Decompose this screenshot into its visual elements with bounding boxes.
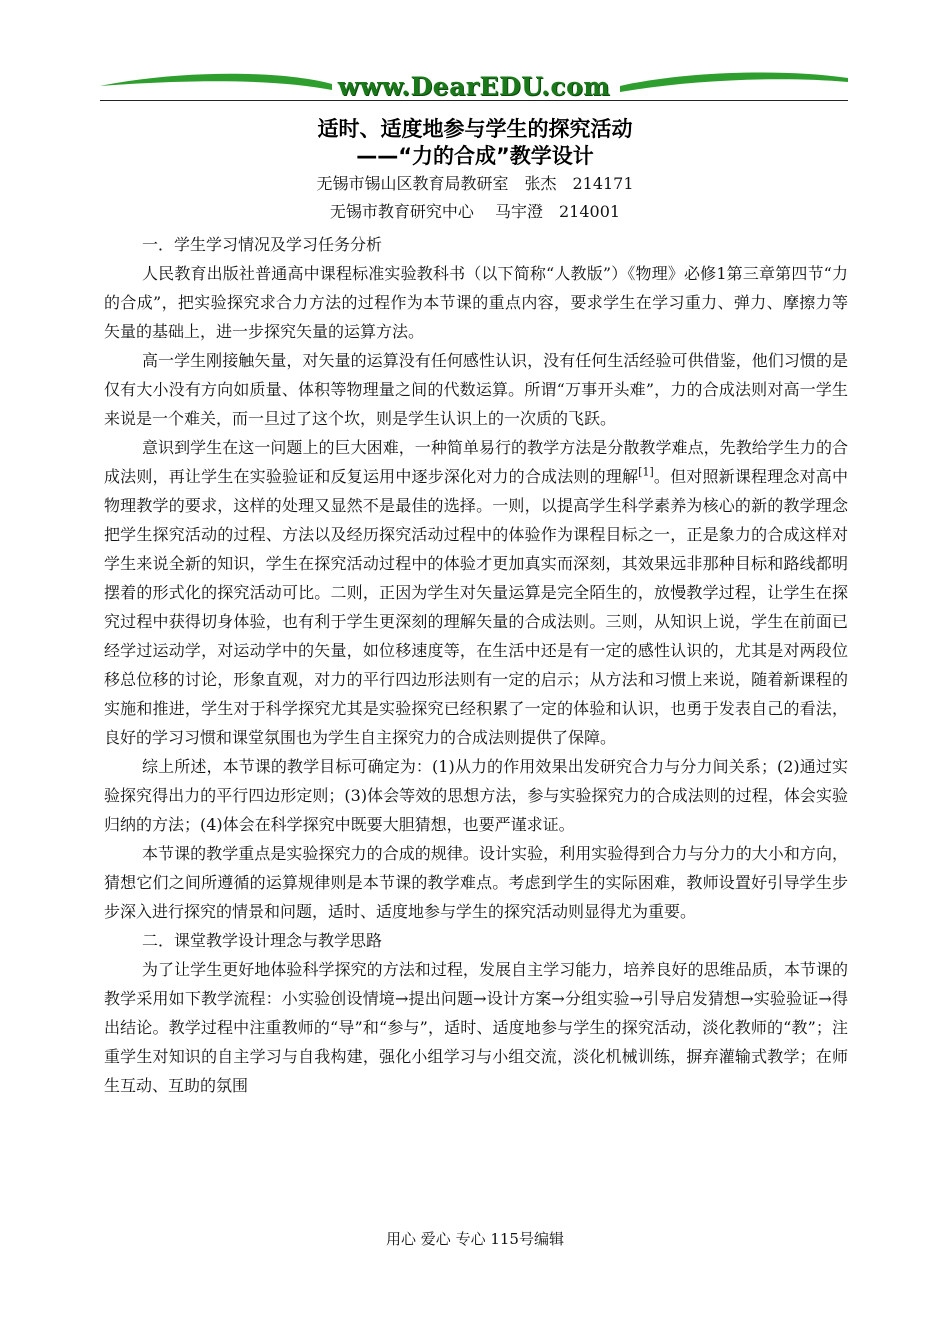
title-block [100,116,850,226]
paragraph-text: 。但对照新课程理念对高中物理教学的要求，这样的处理又显然不是最佳的选择。一则，以提高学生科学素养为核心的新的教学理念把学生探究活动的过程、方法以及经历探究活动过程中的体验作为课程目标之一，正是象力的合成这样对学生来说全新的知识，学生在探究活动过程中的体验才更加真实而深刻，其效果远非那种目标和路线都明摆着的形式化的探究活动可比。二则，正因为学生对矢量运算是完全陌生的，放慢教学过程，让学生在探究过程中获得切身体验，也有利于学生更深刻的理解矢量的合成法则。三则，从知识上说，学生在前面已经学过运动学，对运动学中的矢量，如位移速度等，在生活中还是有一定的感性认识的，尤其是对两段位移总位移的讨论，形象直观，对力的平行四边形法则有一定的启示；从方法和习惯上来说，随着新课程的实施和推进，学生对于科学探究尤其是实验探究已经积累了一定的体验和认识，也勇于发表自己的看法，良好的学习习惯和课堂氛围也为学生自主探究力的合成法则提供了保障。 [104,467,848,747]
paragraph: 综上所述，本节课的教学目标可确定为：(1)从力的作用效果出发研究合力与分力间关系；(2)通过实验探究得出力的平行四边形定则；(3)体会等效的思想方法，参与实验探究力的合成法则的过程，体会实验归纳的方法；(4)体会在科学探究中既要大胆猜想，也要严谨求证。 [104,757,848,834]
citation-reference[interactable]: [1] [638,465,654,479]
section-heading: 一．学生学习情况及学习任务分析 [142,235,383,254]
document-subtitle: ——“力的合成”教学设计 [356,144,594,168]
paragraph [104,433,848,752]
header-divider [100,100,848,101]
paragraph: 本节课的教学重点是实验探究力的合成的规律。设计实验，利用实验得到合力与分力的大小和方向，猜想它们之间所遵循的运算规律则是本节课的教学难点。考虑到学生的实际困难，教师设置好引导学生步步深入进行探究的情景和问题，适时、适度地参与学生的探究活动则显得尤为重要。 [104,844,848,921]
document-body [104,230,848,1100]
author-line: 无锡市教育研究中心 马宇澄 214001 [329,202,621,221]
document-title: 适时、适度地参与学生的探究活动 [317,117,633,141]
paragraph-text: 意识到学生在这一问题上的巨大困难，一种简单易行的教学方法是分散教学难点，先教给学生力的合成法则，再让学生在实验验证和反复运用中逐步深化对力的合成法则的理解 [104,438,848,486]
paragraph: 高一学生刚接触矢量，对矢量的运算没有任何感性认识，没有任何生活经验可供借鉴，他们习惯的是仅有大小没有方向如质量、体积等物理量之间的代数运算。所谓“万事开头难”，力的合成法则对高一学生来说是一个难关，而一旦过了这个坎，则是学生认识上的一次质的飞跃。 [104,351,848,428]
site-logo[interactable]: www.DearEDU.com [337,72,611,101]
paragraph: 为了让学生更好地体验科学探究的方法和过程，发展自主学习能力，培养良好的思维品质，本节课的教学采用如下教学流程：小实验创设情境→提出问题→设计方案→分组实验→引导启发猜想→实验验证→得出结论。教学过程中注重教师的“导”和“参与”，适时、适度地参与学生的探究活动，淡化教师的“教”；注重学生对知识的自主学习与自我构建，强化小组学习与小组交流，淡化机械训练，摒弃灌输式教学；在师生互动、互助的氛围 [104,960,848,1095]
page-footer: 用心 爱心 专心 115号编辑 [386,1230,564,1248]
section-heading: 二．课堂教学设计理念与教学思路 [142,931,383,950]
paragraph: 人民教育出版社普通高中课程标准实验教科书（以下简称“人教版”）《物理》必修1第三章第四节“力的合成”，把实验探究求合力方法的过程作为本节课的重点内容，要求学生在学习重力、弹力、摩擦力等矢量的基础上，进一步探究矢量的运算方法。 [104,264,848,341]
site-header [100,64,848,114]
author-line: 无锡市锡山区教育局教研室 张杰 214171 [316,174,634,193]
